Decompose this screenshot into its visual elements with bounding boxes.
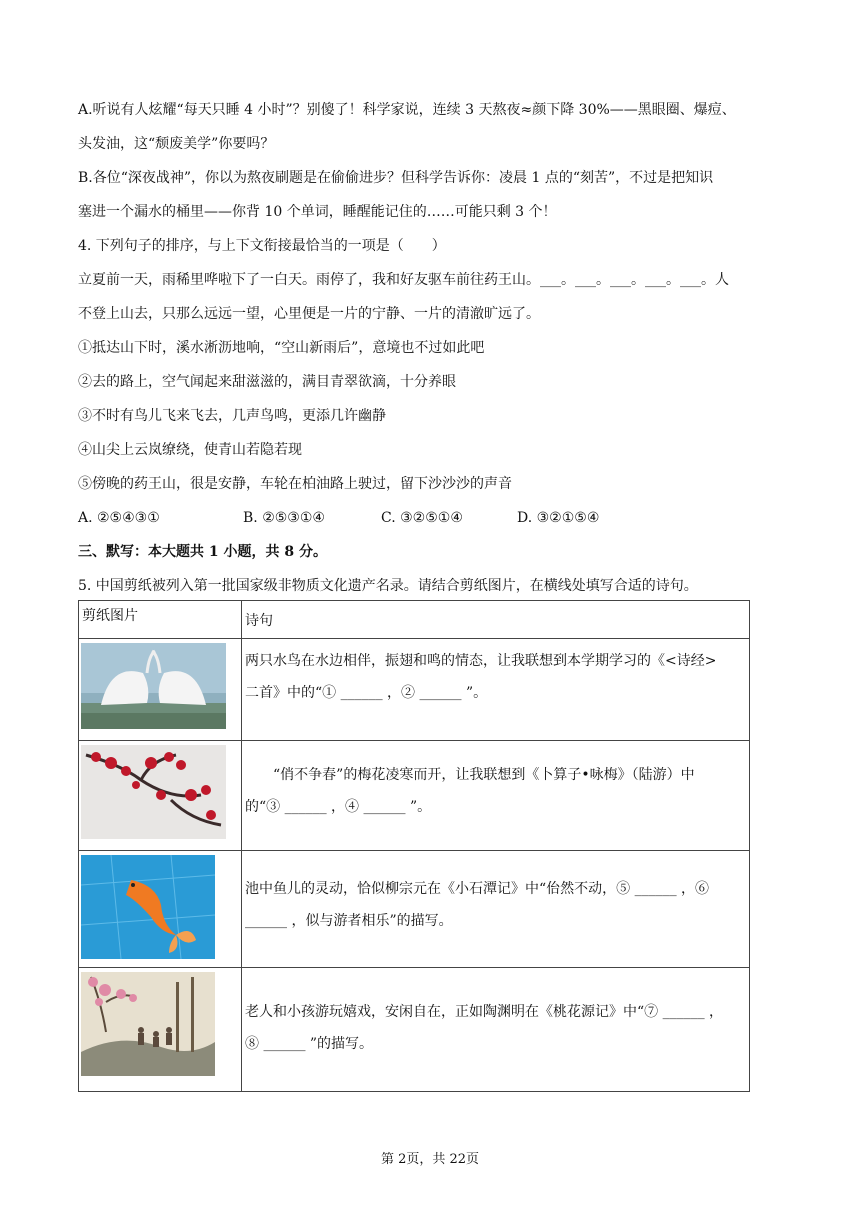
row-3-line-1: 池中鱼儿的灵动，恰似柳宗元在《小石潭记》中“佁然不动，⑤ ______ ，⑥	[245, 881, 710, 897]
sentence-2: ②去的路上，空气闻起来甜滋滋的，满目青翠欲滴，十分养眼	[78, 374, 456, 390]
pic-cell	[79, 639, 242, 741]
row-4-line-1: 老人和小孩游玩嬉戏，安闲自在，正如陶渊明在《桃花源记》中“⑦ ______ ，	[245, 1004, 724, 1020]
poem-cell	[242, 968, 750, 1092]
option-a-line-2: 头发油，这“颓废美学”你要吗？	[78, 136, 275, 152]
plum-blossom-papercut-image	[81, 745, 226, 839]
page-footer: 第 2页，共 22页	[380, 1152, 480, 1167]
option-b-line-1: B.各位“深夜战神”，你以为熬夜刷题是在偷偷进步？但科学告诉你：凌晨 1 点的“刻苦”，不过是把知识	[78, 170, 714, 186]
header-poem: 诗句	[242, 601, 750, 639]
choice-b[interactable]: B. ②⑤③①④	[243, 510, 325, 526]
sentence-4: ④山尖上云岚缭绕，使青山若隐若现	[78, 442, 302, 458]
koi-fish-papercut-image	[81, 855, 215, 959]
option-b-line-2: 塞进一个漏水的桶里——你背 10 个单词，睡醒能记住的……可能只剩 3 个！	[78, 204, 557, 220]
header-pic: 剪纸图片	[79, 601, 242, 639]
poem-cell	[242, 741, 750, 851]
table-row	[79, 968, 750, 1092]
sentence-1: ①抵达山下时，溪水淅沥地响，“空山新雨后”，意境也不过如此吧	[78, 340, 485, 356]
pic-cell	[79, 968, 242, 1092]
row-2-line-1: “俏不争春”的梅花凌寒而开，让我联想到《卜算子•咏梅》（陆游）中	[273, 767, 695, 783]
poem-cell	[242, 639, 750, 741]
answer-choices	[78, 508, 782, 528]
egrets-papercut-image	[81, 643, 226, 729]
option-a-line-1: A.听说有人炫耀“每天只睡 4 小时”？别傻了！科学家说，连续 3 天熬夜≈颜下降 30%——黑眼圈、爆痘、	[78, 102, 736, 118]
row-4-line-2: ⑧ ______ ”的描写。	[245, 1036, 374, 1052]
poem-table	[78, 600, 750, 1092]
row-1-line-1: 两只水鸟在水边相伴，振翅和鸣的情态，让我联想到本学期学习的《<诗经>	[245, 653, 717, 669]
peach-blossom-spring-painting-image	[81, 972, 215, 1076]
passage-line-1: 立夏前一天，雨稀里哗啦下了一白天。雨停了，我和好友驱车前往药王山。___。___。___。___。___。人	[78, 272, 729, 288]
row-2-line-2: 的“③ ______ ，④ ______ ”。	[245, 799, 432, 815]
sentence-3: ③不时有鸟儿飞来飞去，几声鸟鸣，更添几许幽静	[78, 408, 386, 424]
pic-cell	[79, 741, 242, 851]
table-row	[79, 851, 750, 968]
table-row	[79, 741, 750, 851]
table-row	[79, 639, 750, 741]
choice-d[interactable]: D. ③②①⑤④	[517, 510, 600, 526]
row-3-line-2: ______ ，似与游者相乐”的描写。	[245, 913, 453, 929]
section-3-heading: 三、默写：本大题共 1 小题，共 8 分。	[78, 544, 327, 560]
table-header-row	[79, 601, 750, 639]
question-5: 5. 中国剪纸被列入第一批国家级非物质文化遗产名录。请结合剪纸图片，在横线处填写合适的诗句。	[78, 578, 698, 594]
passage-line-2: 不登上山去，只那么远远一望，心里便是一片的宁静、一片的清澈旷远了。	[78, 306, 540, 322]
pic-cell	[79, 851, 242, 968]
row-1-line-2: 二首》中的“① ______ ，② ______ ”。	[245, 685, 488, 701]
choice-a[interactable]: A. ②⑤④③①	[78, 510, 160, 526]
choice-c[interactable]: C. ③②⑤①④	[381, 510, 463, 526]
poem-cell	[242, 851, 750, 968]
question-4: 4. 下列句子的排序，与上下文衔接最恰当的一项是（ ）	[78, 238, 446, 254]
sentence-5: ⑤傍晚的药王山，很是安静，车轮在柏油路上驶过，留下沙沙沙的声音	[78, 476, 512, 492]
